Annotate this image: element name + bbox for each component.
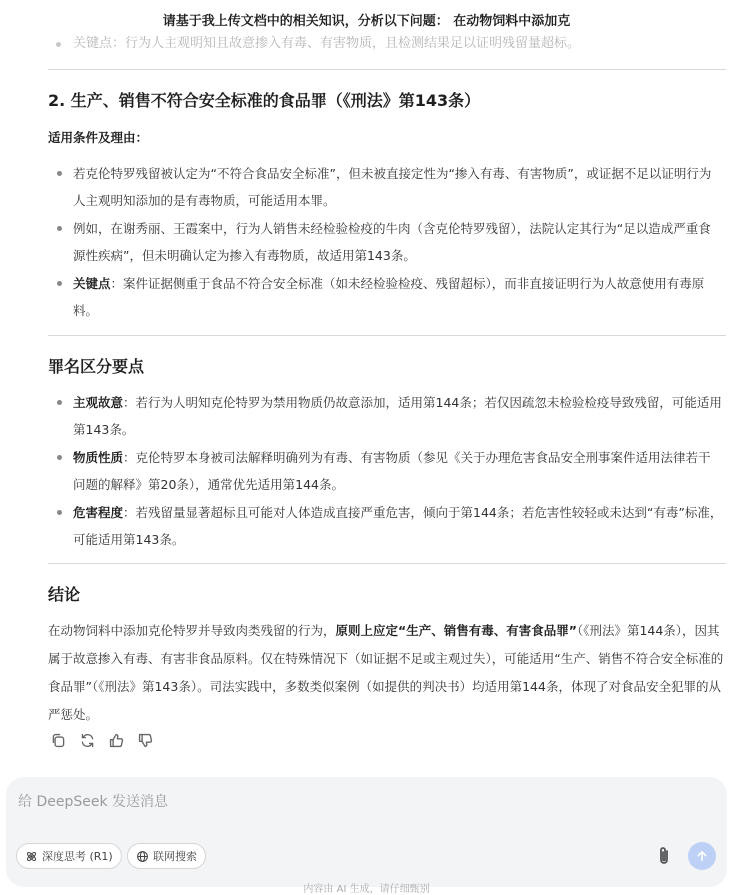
bullet-dot bbox=[57, 281, 62, 286]
list-item-bold: 主观故意 bbox=[73, 395, 124, 410]
ai-disclaimer: 内容由 AI 生成，请仔细甄别 bbox=[303, 884, 430, 895]
list-item-text: ：若行为人明知克伦特罗为禁用物质仍故意添加，适用第144条；若仅因疏忽未检验检疫导致残留，可能适用第143条。 bbox=[73, 395, 722, 437]
arrow-up-icon bbox=[695, 849, 709, 863]
bullet-dot bbox=[57, 510, 62, 515]
section-3-title: 罪名区分要点 bbox=[48, 357, 145, 376]
bullet-dot bbox=[57, 400, 62, 405]
list-item-text: ：若残留量显著超标且可能对人体造成直接严重危害，倾向于第144条；若危害性较轻或未达到“有毒”标准，可能适用第143条。 bbox=[73, 505, 723, 547]
send-button[interactable] bbox=[688, 842, 716, 870]
list-item-text: ：克伦特罗本身被司法解释明确列为有毒、有害物质（参见《关于办理危害食品安全刑事案件适用法律若干问题的解释》第20条），通常优先适用第144条。 bbox=[73, 450, 711, 492]
section-2-title: 2. 生产、销售不符合安全标准的食品罪（《刑法》第143条） bbox=[48, 91, 481, 110]
thumbs-down-icon[interactable] bbox=[135, 730, 155, 750]
conclusion-title: 结论 bbox=[48, 585, 81, 604]
regenerate-icon[interactable] bbox=[77, 730, 97, 750]
globe-icon bbox=[135, 849, 149, 863]
list-item-text: 若克伦特罗残留被认定为“不符合食品安全标准”，但未被直接定性为“掺入有毒、有害物质”，或证据不足以证明行为人主观明知添加的是有毒物质，可能适用本罪。 bbox=[73, 166, 712, 208]
list-item-bold: 物质性质 bbox=[73, 450, 124, 465]
bullet-dot bbox=[57, 226, 62, 231]
divider bbox=[48, 563, 726, 564]
web-search-toggle[interactable] bbox=[127, 843, 206, 869]
list-item-bold: 关键点 bbox=[73, 276, 111, 291]
bullet-dot bbox=[57, 455, 62, 460]
conclusion-bold: 原则上应定“生产、销售有毒、有害食品罪” bbox=[335, 623, 577, 638]
bullet-dot bbox=[57, 171, 62, 176]
section-2-subtitle: 适用条件及理由： bbox=[48, 130, 149, 145]
paperclip-icon[interactable] bbox=[654, 845, 674, 867]
deep-think-label: 深度思考 (R1) bbox=[42, 850, 113, 863]
message-composer bbox=[6, 777, 727, 887]
atom-icon bbox=[24, 849, 38, 863]
list-item-text: 例如，在谢秀丽、王霞案中，行为人销售未经检验检疫的牛肉（含克伦特罗残留），法院认定其行为“足以造成严重食源性疾病”，但未明确认定为掺入有毒物质，故适用第143条。 bbox=[73, 221, 711, 263]
list-item-text: ：案件证据侧重于食品不符合安全标准（如未经检验检疫、残留超标），而非直接证明行为人故意使用有毒原料。 bbox=[73, 276, 705, 318]
divider bbox=[48, 69, 726, 70]
message-actions bbox=[48, 730, 155, 752]
thumbs-up-icon[interactable] bbox=[106, 730, 126, 750]
conclusion-text-after: （《刑法》第144条），因其属于故意掺入有毒、有害非食品原料。仅在特殊情况下（如证据不足或主观过失），可能适用“生产、销售不符合安全标准的食品罪”（《刑法》第143条）。司法实践中，多数类似案例（如提供的判决书）均适用第144条，体现了对食品安全犯罪的从严惩处。 bbox=[48, 623, 724, 722]
question-title: 请基于我上传文档中的相关知识，分析以下问题： 在动物饲料中添加克 bbox=[162, 14, 571, 29]
web-search-label: 联网搜索 bbox=[153, 850, 197, 863]
key-point-label: 关键点： bbox=[73, 36, 126, 51]
message-input[interactable]: 给 DeepSeek 发送消息 bbox=[18, 794, 169, 810]
list-item-bold: 危害程度 bbox=[73, 505, 124, 520]
copy-icon[interactable] bbox=[48, 730, 68, 750]
conclusion-text-before: 在动物饲料中添加克伦特罗并导致肉类残留的行为， bbox=[48, 623, 336, 638]
divider bbox=[48, 335, 726, 336]
bullet-dot bbox=[56, 42, 61, 47]
conclusion-paragraph bbox=[48, 617, 726, 729]
key-point-text: 行为人主观明知且故意掺入有毒、有害物质，且检测结果足以证明残留量超标。 bbox=[125, 36, 581, 51]
deep-think-toggle[interactable] bbox=[16, 843, 122, 869]
